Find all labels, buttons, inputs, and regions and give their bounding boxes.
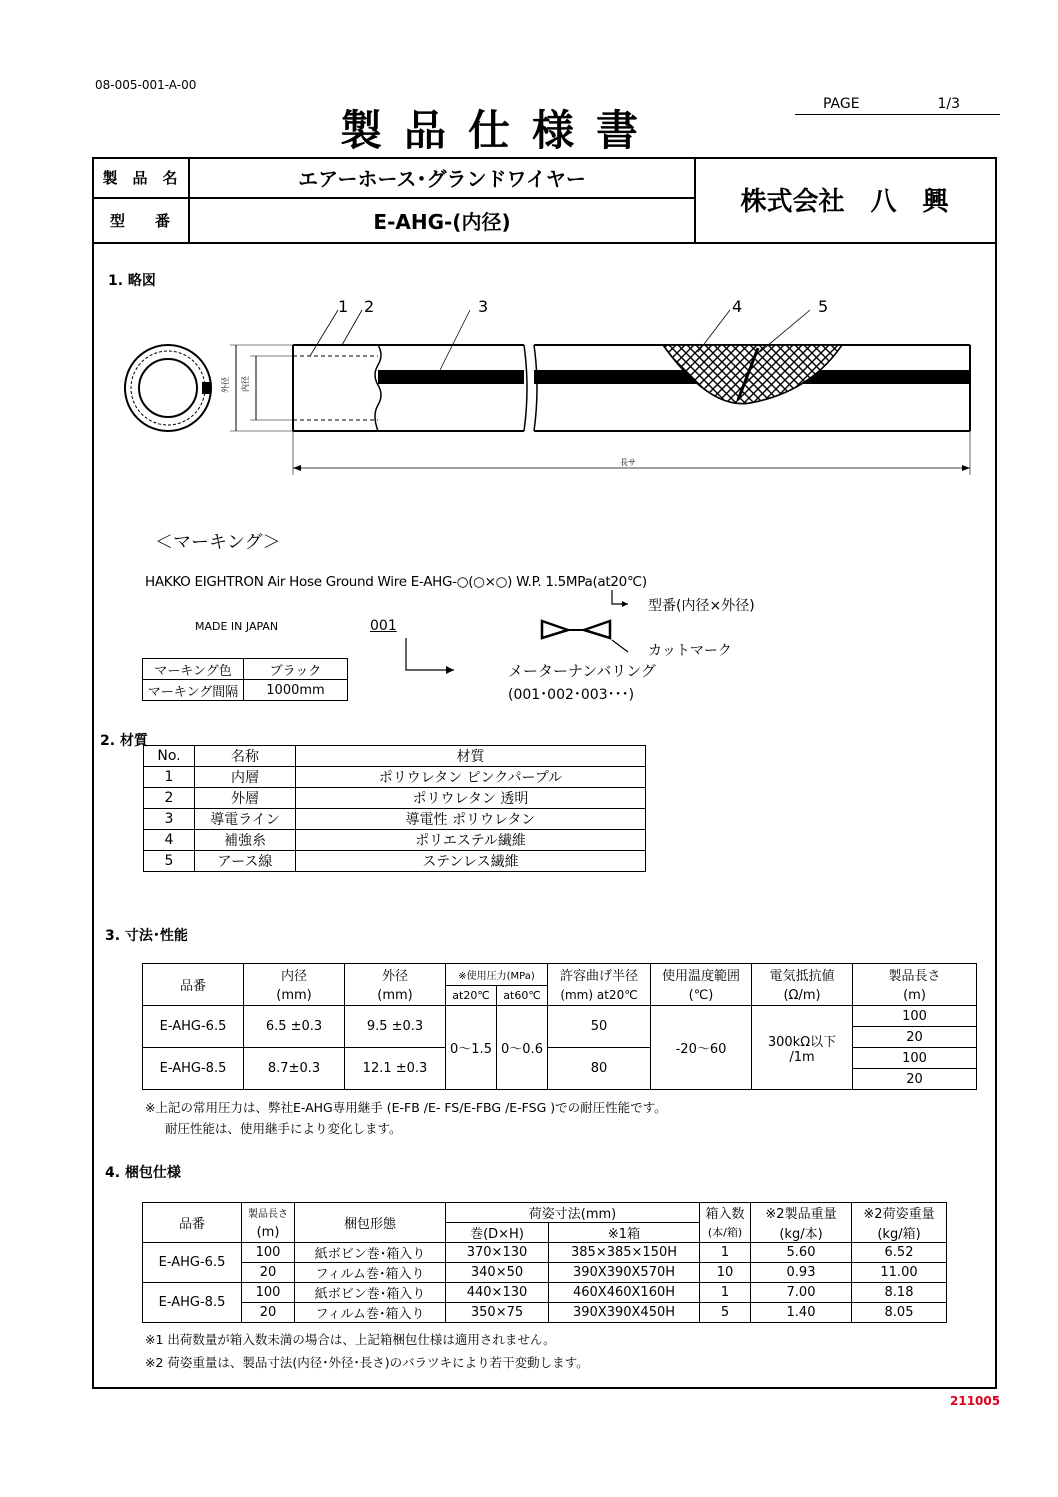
document-code: 08-005-001-A-00 bbox=[95, 78, 197, 92]
table-cell: 390X390X570H bbox=[549, 1263, 700, 1283]
col-header: 外径 bbox=[345, 964, 446, 986]
table-cell: 50 bbox=[548, 1006, 651, 1048]
table-cell: 5 bbox=[700, 1303, 751, 1323]
col-header: ※2荷姿重量 bbox=[852, 1203, 947, 1223]
table-cell: 1 bbox=[700, 1283, 751, 1303]
hose-drawing bbox=[110, 290, 990, 490]
table-cell: 補強糸 bbox=[195, 830, 296, 851]
col-header: 内径 bbox=[244, 964, 345, 986]
col-unit: (m) bbox=[242, 1223, 295, 1243]
table-cell: 11.00 bbox=[852, 1263, 947, 1283]
table-cell: 440×130 bbox=[446, 1283, 549, 1303]
col-unit: (kg/箱) bbox=[852, 1223, 947, 1243]
table-cell: 20 bbox=[853, 1069, 977, 1090]
numbering-arrow bbox=[400, 636, 460, 678]
table-cell: 8.05 bbox=[852, 1303, 947, 1323]
table-cell: 紙ボビン巻･箱入り bbox=[295, 1283, 446, 1303]
section-material-title: 2. 材質 bbox=[100, 733, 148, 749]
table-cell: フィルム巻･箱入り bbox=[295, 1263, 446, 1283]
callout-1: 1 bbox=[338, 297, 349, 316]
table-cell: 340×50 bbox=[446, 1263, 549, 1283]
page-indicator bbox=[795, 96, 1000, 115]
table-cell: ポリウレタン 透明 bbox=[296, 788, 646, 809]
table-cell: 2 bbox=[144, 788, 195, 809]
dim-length-label: 長サ bbox=[620, 458, 636, 467]
table-cell: 390X390X450H bbox=[549, 1303, 700, 1323]
table-cell: 100 bbox=[853, 1006, 977, 1027]
col-unit: (mm) bbox=[244, 986, 345, 1006]
col-unit: (℃) bbox=[651, 986, 752, 1006]
table-cell: 460X460X160H bbox=[549, 1283, 700, 1303]
section-drawing-title: 1. 略図 bbox=[108, 273, 156, 289]
section-packing-title: 4. 梱包仕様 bbox=[105, 1165, 181, 1181]
col-header: 品番 bbox=[143, 964, 244, 1006]
col-header: 梱包形態 bbox=[295, 1203, 446, 1243]
dim-outer-label: 外径 bbox=[221, 377, 230, 393]
table-cell: 内層 bbox=[195, 767, 296, 788]
packing-table bbox=[142, 1202, 947, 1323]
table-cell: 0～1.5 bbox=[446, 1006, 497, 1090]
col-header: 許容曲げ半径 bbox=[548, 964, 651, 986]
dim-inner-label: 内径 bbox=[241, 376, 250, 392]
table-cell: 6.52 bbox=[852, 1243, 947, 1263]
table-row bbox=[143, 1263, 947, 1283]
table-cell: マーキング色 bbox=[143, 659, 244, 680]
table-cell: E-AHG-6.5 bbox=[143, 1006, 244, 1048]
table-cell: 385×385×150H bbox=[549, 1243, 700, 1263]
table-cell: 導電性 ポリウレタン bbox=[296, 809, 646, 830]
page-number: 1/3 bbox=[937, 96, 960, 112]
table-cell: 0.93 bbox=[751, 1263, 852, 1283]
col-unit: (mm) at20℃ bbox=[548, 986, 651, 1006]
table-row bbox=[143, 1303, 947, 1323]
col-unit: (kg/本) bbox=[751, 1223, 852, 1243]
callout-2: 2 bbox=[364, 297, 375, 316]
table-header-row bbox=[143, 986, 977, 1006]
table-cell bbox=[752, 1006, 853, 1090]
callout-3: 3 bbox=[478, 297, 489, 316]
table-cell: 370×130 bbox=[446, 1243, 549, 1263]
table-cell: 20 bbox=[242, 1263, 295, 1283]
model-label: 型 番 bbox=[92, 199, 190, 242]
col-header: ※2製品重量 bbox=[751, 1203, 852, 1223]
table-cell: 1 bbox=[144, 767, 195, 788]
header-block bbox=[92, 157, 997, 244]
product-name-label: 製 品 名 bbox=[92, 157, 190, 199]
table-cell: 6.5 ±0.3 bbox=[244, 1006, 345, 1048]
table-row bbox=[143, 1243, 947, 1263]
table-row bbox=[143, 680, 348, 701]
table-cell: 7.00 bbox=[751, 1283, 852, 1303]
table-cell: フィルム巻･箱入り bbox=[295, 1303, 446, 1323]
table-cell: 3 bbox=[144, 809, 195, 830]
table-cell: ステンレス繊維 bbox=[296, 851, 646, 872]
table-cell: 1.40 bbox=[751, 1303, 852, 1323]
cut-mark-label: カットマーク bbox=[648, 643, 732, 659]
table-cell: マーキング間隔 bbox=[143, 680, 244, 701]
resistance-value: 300kΩ以下 bbox=[767, 1034, 837, 1050]
page-label: PAGE bbox=[823, 96, 860, 112]
table-cell: E-AHG-8.5 bbox=[143, 1283, 242, 1323]
table-header-row bbox=[143, 1223, 947, 1243]
table-cell: E-AHG-6.5 bbox=[143, 1243, 242, 1283]
table-row bbox=[143, 1283, 947, 1303]
table-cell: 350×75 bbox=[446, 1303, 549, 1323]
table-cell: 100 bbox=[242, 1283, 295, 1303]
table-cell: 紙ボビン巻･箱入り bbox=[295, 1243, 446, 1263]
table-cell: 20 bbox=[853, 1027, 977, 1048]
marking-line: HAKKO EIGHTRON Air Hose Ground Wire E-AHG-○(○×○) W.P. 1.5MPa(at20℃) bbox=[145, 574, 647, 590]
model-value: E-AHG-(内径) bbox=[190, 199, 696, 242]
col-header: ※使用圧力(MPa) bbox=[446, 964, 548, 986]
table-cell: 10 bbox=[700, 1263, 751, 1283]
col-header: 材質 bbox=[296, 746, 646, 767]
company-name: 株式会社 八 興 bbox=[740, 187, 949, 217]
table-cell: 9.5 ±0.3 bbox=[345, 1006, 446, 1048]
packing-note-2: ※2 荷姿重量は、製品寸法(内径･外径･長さ)のバラツキにより若干変動します。 bbox=[145, 1355, 589, 1370]
table-cell: 100 bbox=[242, 1243, 295, 1263]
col-header: 名称 bbox=[195, 746, 296, 767]
product-name-value: エアーホース･グランドワイヤー bbox=[190, 157, 696, 199]
col-header: 使用温度範囲 bbox=[651, 964, 752, 986]
col-header: 荷姿寸法(mm) bbox=[446, 1203, 700, 1223]
table-row bbox=[144, 851, 646, 872]
cut-mark-symbol bbox=[540, 618, 640, 658]
table-header-row bbox=[143, 1203, 947, 1223]
table-header-row bbox=[144, 746, 646, 767]
col-header: 製品長さ bbox=[853, 964, 977, 986]
table-cell: 外層 bbox=[195, 788, 296, 809]
callout-5: 5 bbox=[818, 297, 829, 316]
table-cell: 5 bbox=[144, 851, 195, 872]
table-cell: 1 bbox=[700, 1243, 751, 1263]
table-row bbox=[143, 659, 348, 680]
col-header: ※1箱 bbox=[549, 1223, 700, 1243]
table-cell: 8.7±0.3 bbox=[244, 1048, 345, 1090]
table-cell: 12.1 ±0.3 bbox=[345, 1048, 446, 1090]
col-header: 品番 bbox=[143, 1203, 242, 1243]
footer-code: 211005 bbox=[950, 1394, 1001, 1408]
table-cell: 1000mm bbox=[244, 680, 348, 701]
table-cell: 8.18 bbox=[852, 1283, 947, 1303]
table-cell: ブラック bbox=[244, 659, 348, 680]
col-header: 巻(D×H) bbox=[446, 1223, 549, 1243]
hose-body bbox=[293, 345, 970, 431]
meter-sequence: (001･002･003･･･) bbox=[508, 687, 635, 703]
table-row bbox=[144, 809, 646, 830]
table-row bbox=[144, 830, 646, 851]
dimension-note-2: 耐圧性能は、使用継手により変化します。 bbox=[165, 1121, 402, 1136]
packing-note-1: ※1 出荷数量が箱入数未満の場合は、上記箱梱包仕様は適用されません。 bbox=[145, 1332, 556, 1347]
table-cell: 4 bbox=[144, 830, 195, 851]
table-cell: -20～60 bbox=[651, 1006, 752, 1090]
col-unit: (本/箱) bbox=[700, 1223, 751, 1243]
table-cell: E-AHG-8.5 bbox=[143, 1048, 244, 1090]
table-cell: アース線 bbox=[195, 851, 296, 872]
table-cell: 導電ライン bbox=[195, 809, 296, 830]
table-cell: 5.60 bbox=[751, 1243, 852, 1263]
col-header: at60℃ bbox=[497, 986, 548, 1006]
material-table bbox=[143, 745, 646, 872]
col-header: 電気抵抗値 bbox=[752, 964, 853, 986]
meter-numbering-label: メーターナンバリング bbox=[508, 662, 656, 680]
made-in-label: MADE IN JAPAN bbox=[195, 620, 279, 633]
table-cell: 80 bbox=[548, 1048, 651, 1090]
dimension-note-1: ※上記の常用圧力は、弊社E-AHG専用継手 (E-FB /E- FS/E-FBG /E-FSG )での耐圧性能です。 bbox=[145, 1100, 667, 1115]
table-cell: 0～0.6 bbox=[497, 1006, 548, 1090]
table-cell: 100 bbox=[853, 1048, 977, 1069]
marking-heading: ＜マーキング＞ bbox=[155, 532, 281, 553]
dimension-table bbox=[142, 963, 977, 1090]
table-cell: 20 bbox=[242, 1303, 295, 1323]
table-cell: ポリウレタン ピンクパープル bbox=[296, 767, 646, 788]
section-dimension-title: 3. 寸法･性能 bbox=[105, 928, 188, 944]
col-header: 箱入数 bbox=[700, 1203, 751, 1223]
model-arrow bbox=[600, 588, 630, 612]
col-header: No. bbox=[144, 746, 195, 767]
col-unit: (m) bbox=[853, 986, 977, 1006]
model-note: 型番(内径×外径) bbox=[648, 598, 755, 614]
table-row bbox=[143, 1006, 977, 1027]
callout-4: 4 bbox=[732, 297, 743, 316]
marking-number: 001 bbox=[370, 618, 397, 634]
marking-table bbox=[142, 658, 348, 701]
table-row bbox=[144, 767, 646, 788]
resistance-unit: /1m bbox=[789, 1049, 815, 1065]
table-cell: ポリエステル繊維 bbox=[296, 830, 646, 851]
col-unit: (mm) bbox=[345, 986, 446, 1006]
table-header-row bbox=[143, 964, 977, 986]
document-title: 製品仕様書 bbox=[340, 106, 661, 155]
col-header: 製品長さ bbox=[242, 1203, 295, 1223]
col-header: at20℃ bbox=[446, 986, 497, 1006]
col-unit: (Ω/m) bbox=[752, 986, 853, 1006]
table-row bbox=[144, 788, 646, 809]
cross-section bbox=[125, 345, 211, 431]
